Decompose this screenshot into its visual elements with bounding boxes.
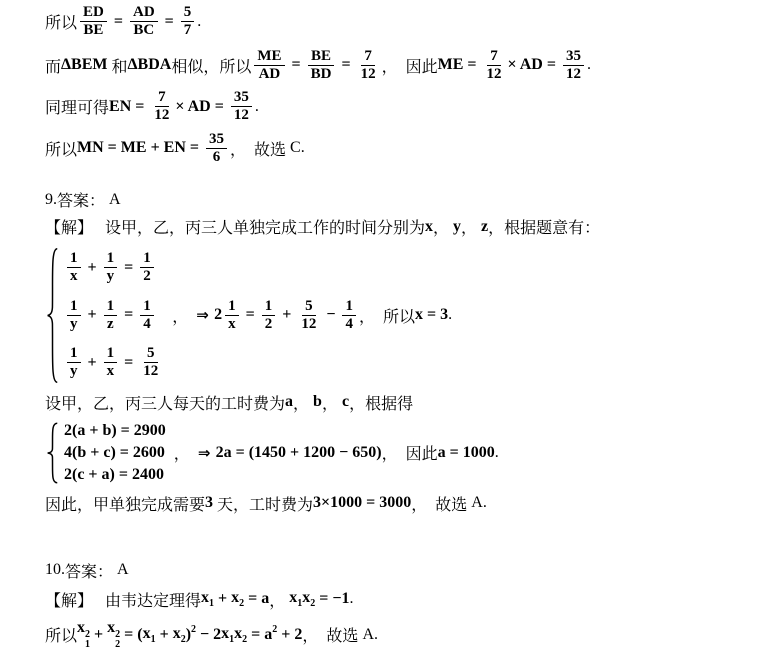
subscript: 2 <box>242 633 248 645</box>
mn-sum-line <box>45 131 763 167</box>
subscript: 2 <box>310 598 316 609</box>
math-var-subscripted: $x_1$ <box>289 589 303 609</box>
chinese-text-run: ， 因此 <box>381 446 438 463</box>
answer-9-line <box>45 188 763 211</box>
fraction-numerator: 35 <box>231 89 252 107</box>
math-var-subscripted: $x_2$ <box>234 624 248 645</box>
math-run: MN = ME + EN = <box>77 139 204 157</box>
fraction-numerator: 1 <box>140 298 154 316</box>
fraction-denominator: y <box>106 268 115 285</box>
math-fraction <box>308 48 335 84</box>
math-run: 3 <box>205 494 214 511</box>
conclusion-ratio-line <box>45 4 763 40</box>
math-run: + <box>83 258 101 276</box>
system-equation-row <box>64 250 164 286</box>
fraction-numerator: 1 <box>104 250 118 268</box>
brace-glyph <box>45 246 59 385</box>
fraction-denominator: BD <box>310 65 332 82</box>
subscript: 2 <box>180 633 186 645</box>
system-equation-row <box>64 466 166 484</box>
roman-text-run: A <box>109 190 121 208</box>
similar-triangles-line <box>45 48 763 84</box>
chinese-text-run: 【解】 设甲，乙，丙三人单独完成工作的时间分别为 <box>45 220 426 237</box>
subscript: 2 <box>115 639 121 650</box>
roman-text-run: A <box>117 561 129 578</box>
math-run: ) <box>185 625 192 643</box>
math-run: y <box>453 217 462 235</box>
chinese-text-run: 而 <box>45 58 62 76</box>
math-run: a <box>285 393 294 410</box>
math-var-subscripted: $x_1$ <box>221 624 235 645</box>
math-run: z <box>481 217 489 235</box>
fraction-denominator: 12 <box>143 363 159 380</box>
math-run: = <box>287 56 305 74</box>
chinese-text-run: 答案： <box>65 563 118 581</box>
fraction-numerator: BE <box>308 48 334 66</box>
math-var-subscripted: $x_2$ <box>231 589 245 609</box>
chinese-text-run: 所以 <box>45 15 78 33</box>
implies-arrow-icon: ⇒ <box>197 443 216 462</box>
math-run: − 2 <box>196 625 222 643</box>
math-fraction <box>298 298 319 334</box>
fraction-numerator: AD <box>130 4 158 22</box>
chinese-text-run: 【解】 由韦达定理得 <box>45 592 202 610</box>
chinese-text-run: ， <box>293 395 314 413</box>
math-fraction <box>342 298 356 334</box>
math-fraction <box>484 48 505 84</box>
math-var-subscripted: $x_1$ <box>201 589 215 609</box>
math-fraction <box>130 4 158 40</box>
fraction-denominator: y <box>70 363 78 380</box>
math-run: ΔBEM <box>61 56 108 74</box>
math-run: = ( <box>120 625 143 643</box>
brace-glyph <box>45 422 59 484</box>
math-run: + <box>214 590 232 607</box>
subscript: 2 <box>239 598 245 609</box>
math-run: + <box>83 306 101 324</box>
roman-text-run: . <box>494 443 499 461</box>
math-fraction <box>104 298 118 334</box>
math-run: ME = <box>437 56 481 74</box>
conclusion-10-line <box>45 619 763 651</box>
math-run: = <box>120 353 138 371</box>
math-run: + <box>90 625 108 643</box>
fraction-denominator: 12 <box>301 315 317 332</box>
subscript: 1 <box>85 639 91 650</box>
fraction-numerator: 35 <box>563 48 584 66</box>
math-run: x <box>425 217 434 235</box>
math-fraction <box>80 4 107 40</box>
superscript: 2 <box>85 628 91 640</box>
chinese-text-run: ， 因此 <box>381 58 438 76</box>
math-fraction <box>67 298 81 334</box>
roman-text-run: 10. <box>45 561 65 578</box>
chinese-text-run: 所以 <box>45 628 78 645</box>
chinese-text-run: ， 故选 <box>230 141 291 159</box>
chinese-text-run: 相似，所以 <box>171 58 252 76</box>
similarly-en-line <box>45 89 763 125</box>
fraction-denominator: y <box>70 315 78 332</box>
math-fraction <box>104 345 118 381</box>
math-run: × AD = <box>507 56 560 74</box>
math-var-subscripted: $x_1$ <box>142 624 156 645</box>
fraction-denominator: AD <box>258 65 281 82</box>
math-run: + <box>155 625 173 643</box>
math-run: + <box>278 306 296 324</box>
fraction-numerator: 5 <box>181 4 195 22</box>
math-run: a = 1000 <box>437 443 495 461</box>
system-equation-row <box>64 345 164 381</box>
chinese-text-run: ， 所以 <box>358 308 415 326</box>
superscript: 2 <box>272 624 278 635</box>
fraction-numerator: 5 <box>302 298 316 316</box>
math-fraction <box>225 298 239 334</box>
system-equation-row <box>64 444 166 462</box>
math-run: 4(b + c) = 2600 <box>64 443 165 461</box>
fraction-denominator: 12 <box>486 65 502 82</box>
fraction-numerator: 1 <box>67 345 81 363</box>
superscript: 2 <box>115 628 121 640</box>
math-fraction <box>206 131 227 167</box>
answer-10-line <box>45 559 763 582</box>
wage-system <box>45 420 763 486</box>
math-run: = <box>337 56 355 74</box>
math-run: c <box>341 393 350 410</box>
fraction-denominator: 7 <box>183 22 192 39</box>
left-brace-icon <box>45 422 59 484</box>
chinese-text-run: 答案： <box>57 193 110 210</box>
system-consequence <box>174 441 499 464</box>
subscript: 1 <box>297 598 303 609</box>
math-fraction <box>181 4 195 40</box>
conclusion-9-line <box>45 492 763 515</box>
math-fraction <box>254 48 284 84</box>
fraction-numerator: 7 <box>361 48 375 66</box>
fraction-numerator: 1 <box>67 250 81 268</box>
math-run: 2a = (1450 + 1200 − 650) <box>215 443 382 461</box>
chinese-text-run: 天，工时费为 <box>213 496 314 514</box>
chinese-text-run: ， 故选 <box>411 496 472 514</box>
fraction-denominator: x <box>106 363 115 380</box>
roman-text-run: A. <box>362 625 378 643</box>
fraction-numerator: 5 <box>144 345 158 363</box>
work-rate-system <box>45 244 763 387</box>
fraction-denominator: 2 <box>264 315 273 332</box>
fraction-numerator: 1 <box>225 298 239 316</box>
fraction-denominator: BE <box>83 22 104 39</box>
chinese-text-run: 和 <box>107 58 128 76</box>
fraction-denominator: z <box>107 315 114 332</box>
fraction-numerator: 1 <box>140 250 154 268</box>
math-run: ΔBDA <box>127 56 172 74</box>
roman-text-run: . <box>448 306 453 324</box>
chinese-text-run: 同理可得 <box>45 100 110 118</box>
math-fraction <box>358 48 379 84</box>
chinese-text-run: 因此，甲单独完成需要 <box>45 496 206 514</box>
fraction-denominator: x <box>228 315 236 332</box>
vieta-line <box>45 588 763 611</box>
chinese-text-run: ，根据题意有： <box>488 220 601 237</box>
math-run: − <box>322 306 340 324</box>
math-var-subsup: x 2 2 <box>107 618 121 650</box>
subscript: 1 <box>209 598 215 609</box>
fraction-numerator: 35 <box>206 131 227 149</box>
math-run: EN = <box>109 97 149 115</box>
system-equations <box>64 420 166 486</box>
fraction-denominator: 6 <box>212 148 221 165</box>
math-run: + 2 <box>277 625 303 643</box>
fraction-denominator: 4 <box>143 315 151 332</box>
chinese-text-run: ， <box>269 592 290 610</box>
math-run: 2 <box>214 306 223 324</box>
system-consequence <box>172 298 452 334</box>
math-run: 3×1000 = 3000 <box>313 494 412 511</box>
math-fraction <box>140 345 161 381</box>
math-run: b <box>313 393 322 410</box>
math-fraction <box>140 250 154 286</box>
math-var-subscripted: $x_2$ <box>302 589 316 609</box>
chinese-text-run: ， <box>321 395 342 413</box>
fraction-denominator: 12 <box>233 107 249 124</box>
fraction-denominator: 12 <box>360 65 376 82</box>
fraction-numerator: 1 <box>262 298 276 316</box>
system-equation-row <box>64 422 166 440</box>
math-run: 2(a + b) = 2900 <box>64 421 166 439</box>
math-run: x = 3 <box>414 306 449 324</box>
math-fraction <box>140 298 154 334</box>
math-fraction <box>262 298 276 334</box>
roman-text-run: . <box>586 56 591 74</box>
math-fraction <box>151 89 172 125</box>
chinese-text-run: ，根据得 <box>349 395 414 413</box>
math-fraction <box>104 250 118 286</box>
math-run: = −1 <box>315 590 350 607</box>
math-run: = <box>120 306 138 324</box>
fraction-numerator: ME <box>254 48 284 66</box>
fraction-denominator: BC <box>133 22 155 39</box>
fraction-numerator: 1 <box>67 298 81 316</box>
roman-text-run: C. <box>290 139 305 157</box>
system-equation-row <box>64 298 164 334</box>
roman-text-run: 9. <box>45 190 57 208</box>
fraction-numerator: ED <box>80 4 107 22</box>
math-run: = <box>160 12 178 30</box>
roman-text-run: . <box>254 97 259 115</box>
subscript: 1 <box>150 633 156 645</box>
fraction-denominator: 2 <box>143 268 151 285</box>
chinese-text-run: ， <box>173 446 198 463</box>
math-run: = <box>120 258 138 276</box>
fraction-numerator: 7 <box>155 89 169 107</box>
math-fraction <box>563 48 584 84</box>
solution-9-setup-line <box>45 215 763 238</box>
chinese-text-run: ， 故选 <box>302 628 363 645</box>
math-run: 2(c + a) = 2400 <box>64 465 164 483</box>
math-fraction <box>231 89 252 125</box>
chinese-text-run: ， <box>172 308 197 326</box>
fraction-numerator: 1 <box>104 345 118 363</box>
subscript: 1 <box>229 633 235 645</box>
fraction-numerator: 1 <box>342 298 356 316</box>
chinese-text-run: 所以 <box>45 141 78 159</box>
math-run: × AD = <box>175 97 228 115</box>
math-run: + <box>83 353 101 371</box>
fraction-denominator: x <box>70 268 78 285</box>
fraction-numerator: 1 <box>104 298 118 316</box>
fraction-denominator: 4 <box>345 315 353 332</box>
math-run: = <box>109 12 127 30</box>
math-run: = <box>241 306 259 324</box>
chinese-text-run: ， <box>433 220 454 237</box>
roman-text-run: A. <box>471 494 487 511</box>
implies-arrow-icon: ⇒ <box>196 306 215 325</box>
chinese-text-run: ， <box>461 220 482 237</box>
math-var-subsup: x 2 1 <box>77 618 91 650</box>
fraction-denominator: 12 <box>565 65 581 82</box>
math-fraction <box>67 345 81 381</box>
roman-text-run: . <box>349 590 354 607</box>
fraction-numerator: 7 <box>487 48 501 66</box>
wage-setup-line <box>45 391 763 414</box>
math-run: = a <box>247 625 273 643</box>
math-fraction <box>67 250 81 286</box>
roman-text-run: . <box>197 12 202 30</box>
fraction-denominator: 12 <box>154 107 170 124</box>
math-var-subscripted: $x_2$ <box>172 624 186 645</box>
math-run: = a <box>244 590 270 607</box>
system-equations <box>64 244 164 387</box>
superscript: 2 <box>191 624 197 635</box>
left-brace-icon <box>45 246 59 385</box>
chinese-text-run: 设甲，乙，丙三人每天的工时费为 <box>45 395 286 413</box>
